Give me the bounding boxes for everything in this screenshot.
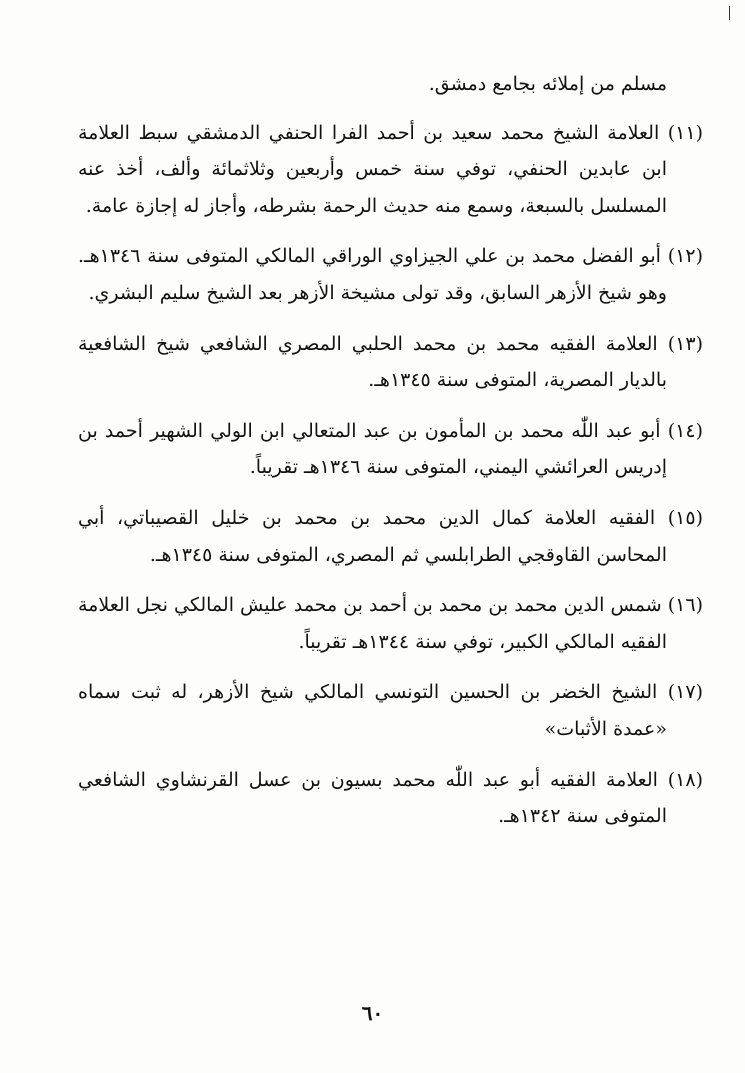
entry-16: (١٦) شمس الدين محمد بن محمد بن أحمد بن محمد عليش المالكي نجل العلامة الفقيه المالكي الكبير، توفي سنة ١٣٤٤هـ تقريباً.: [78, 594, 703, 653]
entry-17: (١٧) الشيخ الخضر بن الحسين التونسي المالكي شيخ الأزهر، له ثبت سماه «عمدة الأثبات»: [78, 681, 703, 740]
entry-15: (١٥) الفقيه العلامة كمال الدين محمد بن محمد بن خليل القصيباتي، أبي المحاسن القاوقجي الطرابلسي ثم المصري، المتوفى سنة ١٣٤٥هـ.: [78, 506, 703, 566]
paragraph-continuation: مسلم من إملائه بجامع دمشق.: [428, 73, 667, 95]
page-number: ٦٠: [361, 1001, 384, 1025]
entry-11: (١١) العلامة الشيخ محمد سعيد بن أحمد الفرا الحنفي الدمشقي سبط العلامة ابن عابدين الحنفي، توفي سنة خمس وأربعين وثلاثمائة وألف، أخذ عنه المسلسل بالسبعة، وسمع منه حديث الرحمة بشرطه، وأجاز له إجازة عامة.: [78, 121, 703, 217]
page-body-text: [78, 66, 703, 849]
entry-13: (١٣) العلامة الفقيه محمد بن محمد الحلبي المصري الشافعي شيخ الشافعية بالديار المصرية، المتوفى سنة ١٣٤٥هـ.: [78, 332, 703, 392]
entry-18: (١٨) العلامة الفقيه أبو عبد اللّٰه محمد بسيون بن عسل القرنشاوي الشافعي المتوفى سنة ١٣٤٢هـ.: [78, 768, 703, 828]
entry-14: (١٤) أبو عبد اللّٰه محمد بن المأمون بن عبد المتعالي ابن الولي الشهير أحمد بن إدريس العرائشي اليمني، المتوفى سنة ١٣٤٦هـ تقريباً.: [78, 419, 703, 479]
page-edge-mark: [729, 6, 730, 20]
entry-12: (١٢) أبو الفضل محمد بن علي الجيزاوي الوراقي المالكي المتوفى سنة ١٣٤٦هـ. وهو شيخ الأزهر السابق، وقد تولى مشيخة الأزهر بعد الشيخ سليم البشري.: [78, 245, 703, 304]
